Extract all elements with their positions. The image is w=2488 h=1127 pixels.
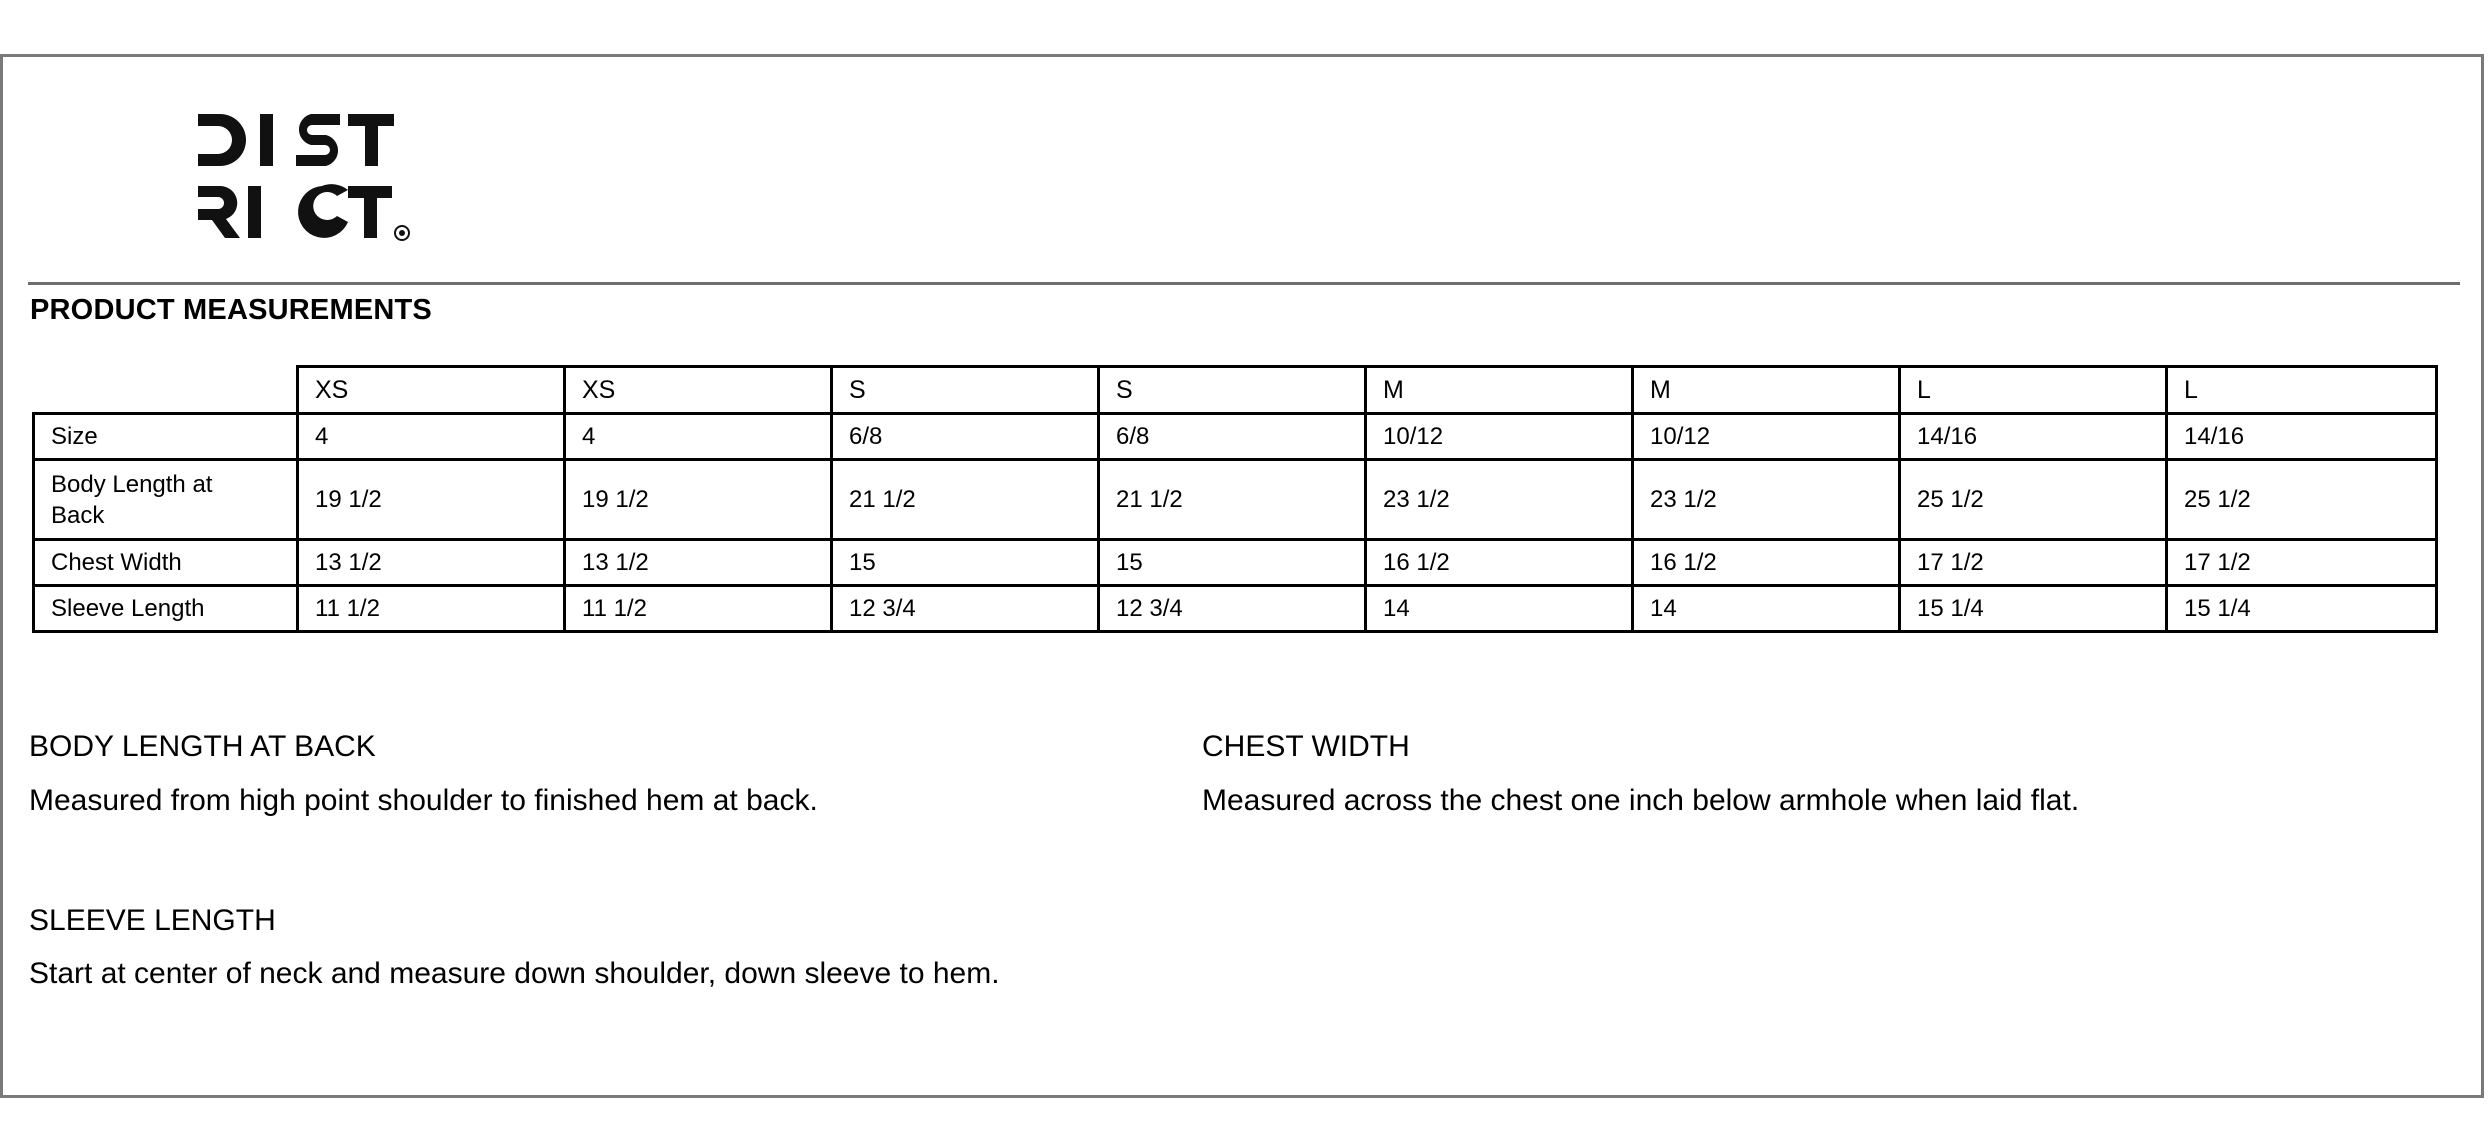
measurements-table: [32, 365, 2438, 633]
size-header-cell: S: [1099, 367, 1366, 414]
table-cell: 21 1/2: [1099, 460, 1366, 540]
table-cell: 14: [1366, 586, 1633, 632]
table-cell: 16 1/2: [1633, 540, 1900, 586]
row-label-line: Body Length at: [51, 470, 213, 498]
size-header-cell: M: [1633, 367, 1900, 414]
table-cell: 4: [565, 414, 832, 460]
section-title: PRODUCT MEASUREMENTS: [30, 294, 432, 326]
size-header-cell: XS: [565, 367, 832, 414]
chest-width-heading: CHEST WIDTH: [1202, 730, 1410, 763]
table-cell: 15 1/4: [2167, 586, 2437, 632]
district-logo-icon: [198, 108, 414, 244]
body-length-text: Measured from high point shoulder to finished hem at back.: [29, 784, 818, 817]
table-cell: 6/8: [1099, 414, 1366, 460]
row-label: [34, 460, 298, 540]
table-cell: 15: [832, 540, 1099, 586]
row-label-line: Back: [51, 501, 105, 529]
table-cell: 17 1/2: [1900, 540, 2167, 586]
size-header-cell: L: [2167, 367, 2437, 414]
table-row-sleeve-length: [34, 586, 2437, 632]
table-cell: 15 1/4: [1900, 586, 2167, 632]
table-cell: 14/16: [2167, 414, 2437, 460]
table-cell: 19 1/2: [565, 460, 832, 540]
table-cell: 10/12: [1633, 414, 1900, 460]
table-cell: 25 1/2: [2167, 460, 2437, 540]
row-label: Sleeve Length: [34, 586, 298, 632]
table-cell: 11 1/2: [565, 586, 832, 632]
table-cell: 12 3/4: [1099, 586, 1366, 632]
empty-corner-cell: [34, 367, 298, 414]
table-cell: 23 1/2: [1366, 460, 1633, 540]
table-cell: 13 1/2: [298, 540, 565, 586]
table-cell: 16 1/2: [1366, 540, 1633, 586]
district-logo: [198, 108, 414, 244]
table-cell: 4: [298, 414, 565, 460]
table-cell: 23 1/2: [1633, 460, 1900, 540]
table-cell: 14/16: [1900, 414, 2167, 460]
table-row-body-length: [34, 460, 2437, 540]
table-cell: 13 1/2: [565, 540, 832, 586]
table-row-size: [34, 414, 2437, 460]
table-cell: 14: [1633, 586, 1900, 632]
table-cell: 15: [1099, 540, 1366, 586]
table-cell: 19 1/2: [298, 460, 565, 540]
table-cell: 10/12: [1366, 414, 1633, 460]
sleeve-length-heading: SLEEVE LENGTH: [29, 904, 276, 937]
table-cell: 11 1/2: [298, 586, 565, 632]
table-cell: 17 1/2: [2167, 540, 2437, 586]
table-row-chest-width: [34, 540, 2437, 586]
size-header-cell: M: [1366, 367, 1633, 414]
row-label: Size: [34, 414, 298, 460]
row-label: Chest Width: [34, 540, 298, 586]
chest-width-text: Measured across the chest one inch below armhole when laid flat.: [1202, 784, 2080, 817]
body-length-heading: BODY LENGTH AT BACK: [29, 730, 376, 763]
size-header-cell: XS: [298, 367, 565, 414]
sleeve-length-text: Start at center of neck and measure down shoulder, down sleeve to hem.: [29, 957, 1000, 990]
size-header-cell: L: [1900, 367, 2167, 414]
size-header-cell: S: [832, 367, 1099, 414]
header-divider: [28, 282, 2460, 285]
table-cell: 12 3/4: [832, 586, 1099, 632]
size-header-row: [34, 367, 2437, 414]
table-cell: 25 1/2: [1900, 460, 2167, 540]
table-cell: 21 1/2: [832, 460, 1099, 540]
table-cell: 6/8: [832, 414, 1099, 460]
